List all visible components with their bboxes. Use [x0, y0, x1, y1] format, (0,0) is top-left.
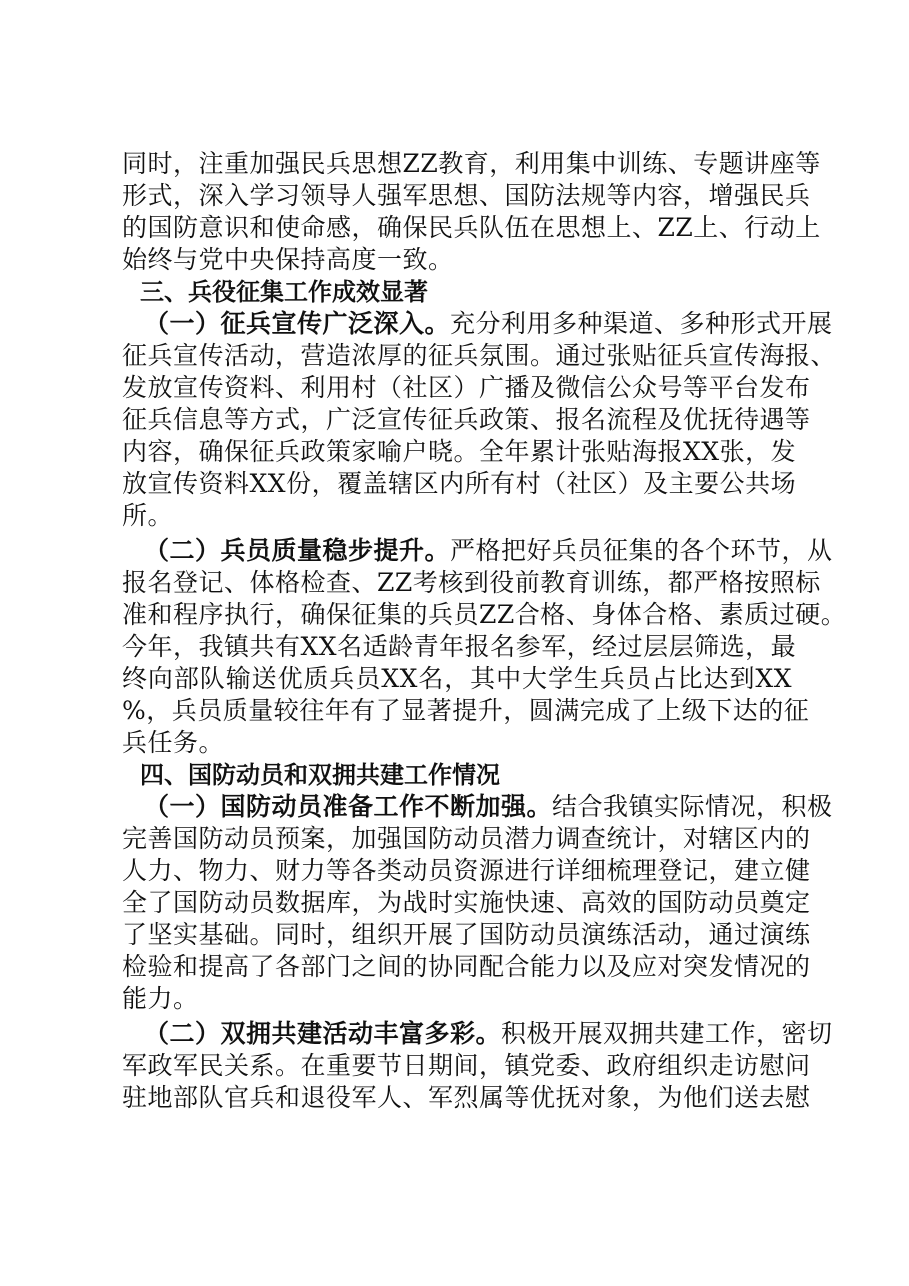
paragraph-3-2 [122, 535, 847, 759]
text-line: 今年，我镇共有XX名适龄青年报名参军，经过层层筛选，最 [122, 632, 797, 661]
paragraph-text: 严格把好兵员征集的各个环节，从 [450, 536, 833, 565]
text-line: 同时，注重加强民兵思想ZZ教育，利用集中训练、专题讲座等 [122, 149, 821, 178]
text-line: 准和程序执行，确保征集的兵员ZZ合格、身体合格、素质过硬。 [122, 600, 847, 629]
text-line [122, 308, 833, 340]
paragraph-lead: （一）国防动员准备工作不断加强。 [144, 792, 553, 821]
paragraph-lead: （一）征兵宣传广泛深入。 [144, 309, 451, 338]
paragraph-text: 充分利用多种渠道、多种形式开展 [450, 309, 833, 338]
text-line: 了坚实基础。同时，组织开展了国防动员演练活动，通过演练 [122, 920, 811, 949]
paragraph-text: 结合我镇实际情况，积极 [552, 792, 833, 821]
text-line: 始终与党中央保持高度一致。 [122, 245, 454, 274]
section-heading-3: 三、兵役征集工作成效显著 [140, 278, 428, 306]
text-line: 兵任务。 [122, 728, 225, 757]
text-line: 军政军民关系。在重要节日期间，镇党委、政府组织走访慰问 [122, 1051, 811, 1080]
text-line: 完善国防动员预案，加强国防动员潜力调查统计，对辖区内的 [122, 824, 811, 853]
text-line [122, 1018, 833, 1050]
text-line: 检验和提高了各部门之间的协同配合能力以及应对突发情况的 [122, 952, 811, 981]
text-line: 驻地部队官兵和退役军人、军烈属等优抚对象，为他们送去慰 [122, 1083, 811, 1112]
text-line [122, 535, 833, 567]
text-line: 放宣传资料XX份，覆盖辖区内所有村（社区）及主要公共场 [122, 469, 797, 498]
text-line: %，兵员质量较往年有了显著提升，圆满完成了上级下达的征 [122, 696, 810, 725]
text-line: 全了国防动员数据库，为战时实施快速、高效的国防动员奠定 [122, 888, 811, 917]
text-line: 所。 [122, 501, 174, 530]
document-page [122, 148, 847, 1114]
paragraph-4-1 [122, 791, 833, 1015]
text-line: 能力。 [122, 984, 199, 1013]
text-line: 的国防意识和使命感，确保民兵队伍在思想上、ZZ上、行动上 [122, 213, 821, 242]
text-line: 发放宣传资料、利用村（社区）广播及微信公众号等平台发布 [122, 373, 811, 402]
text-line: 报名登记、体格检查、ZZ考核到役前教育训练，都严格按照标 [122, 568, 821, 597]
paragraph-intro [122, 148, 821, 276]
text-line: 征兵宣传活动，营造浓厚的征兵氛围。通过张贴征兵宣传海报、 [122, 341, 837, 370]
paragraph-3-1 [122, 308, 837, 532]
paragraph-lead: （二）双拥共建活动丰富多彩。 [144, 1019, 502, 1048]
section-heading-4: 四、国防动员和双拥共建工作情况 [140, 761, 500, 789]
paragraph-lead: （二）兵员质量稳步提升。 [144, 536, 451, 565]
text-line [122, 791, 833, 823]
text-line: 征兵信息等方式，广泛宣传征兵政策、报名流程及优抚待遇等 [122, 405, 811, 434]
paragraph-text: 积极开展双拥共建工作，密切 [501, 1019, 833, 1048]
text-line: 形式，深入学习领导人强军思想、国防法规等内容，增强民兵 [122, 181, 811, 210]
text-line: 终向部队输送优质兵员XX名，其中大学生兵员占比达到XX [122, 664, 792, 693]
text-line: 人力、物力、财力等各类动员资源进行详细梳理登记，建立健 [122, 856, 811, 885]
paragraph-4-2 [122, 1018, 833, 1114]
text-line: 内容，确保征兵政策家喻户晓。全年累计张贴海报XX张，发 [122, 437, 797, 466]
